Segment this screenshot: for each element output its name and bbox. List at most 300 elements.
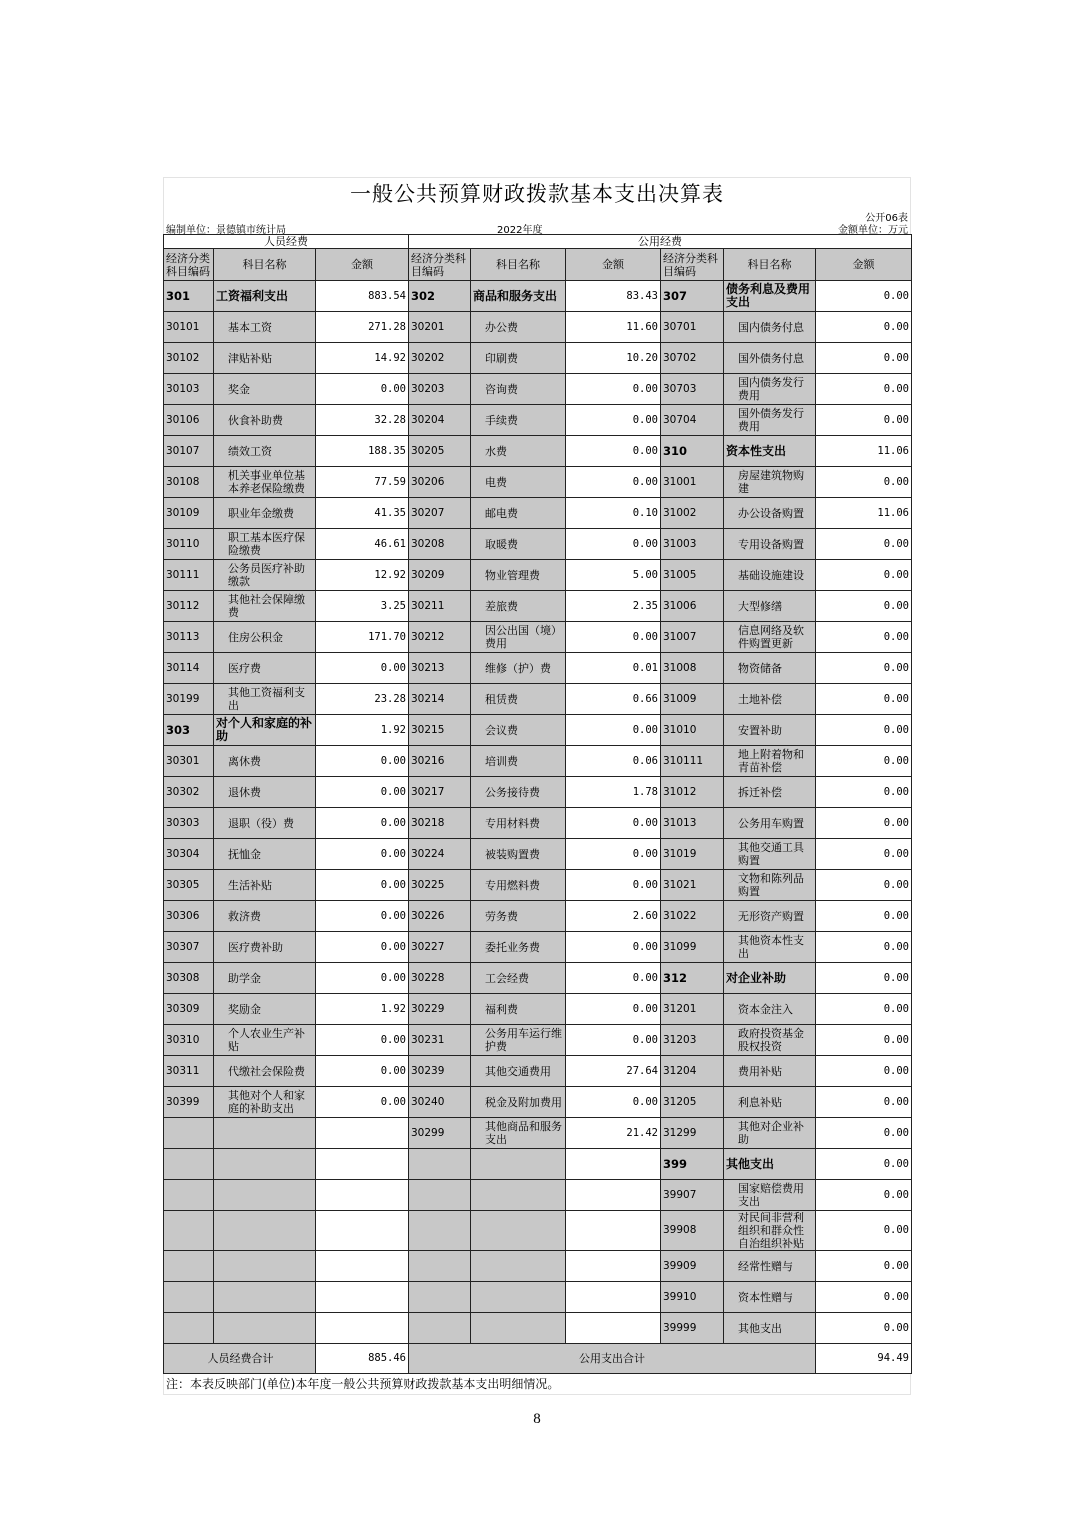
name-cell: 信息网络及软件购置更新 [724,622,816,653]
amount-cell: 0.00 [816,343,912,374]
table-row [164,901,912,932]
amount-cell: 0.00 [566,436,661,467]
name-cell: 其他资本性支出 [724,932,816,963]
name-cell: 物资储备 [724,653,816,684]
code-cell: 31005 [661,560,724,591]
table-row [164,560,912,591]
name-cell: 绩效工资 [214,436,316,467]
name-cell: 资本性赠与 [724,1282,816,1313]
code-cell [164,1251,214,1282]
name-cell: 商品和服务支出 [471,281,566,312]
code-cell: 30207 [409,498,471,529]
table-row [164,932,912,963]
name-cell: 其他支出 [724,1149,816,1180]
code-cell: 39907 [661,1180,724,1211]
amount-cell [566,1211,661,1251]
code-cell: 30110 [164,529,214,560]
name-cell: 专用材料费 [471,808,566,839]
group-personnel: 人员经费 [164,235,409,249]
code-cell: 312 [661,963,724,994]
code-cell: 30229 [409,994,471,1025]
name-cell: 水费 [471,436,566,467]
code-cell [409,1180,471,1211]
name-cell: 会议费 [471,715,566,746]
code-cell: 31012 [661,777,724,808]
column-header-row [164,249,912,281]
code-cell: 30310 [164,1025,214,1056]
code-cell: 31019 [661,839,724,870]
code-cell: 30239 [409,1056,471,1087]
fiscal-year: 2022年度 [497,225,543,236]
group-public: 公用经费 [409,235,912,249]
amount-cell [316,1118,409,1149]
amount-cell: 0.00 [816,777,912,808]
name-cell: 代缴社会保险费 [214,1056,316,1087]
name-cell: 手续费 [471,405,566,436]
code-cell: 31007 [661,622,724,653]
code-cell: 31022 [661,901,724,932]
name-cell: 福利费 [471,994,566,1025]
name-cell: 奖金 [214,374,316,405]
compiling-unit: 编制单位：景德镇市统计局 [166,225,286,236]
code-cell [164,1149,214,1180]
table-row [164,281,912,312]
amount-cell: 0.00 [816,281,912,312]
table-row [164,1313,912,1344]
table-row [164,1025,912,1056]
name-cell: 租赁费 [471,684,566,715]
amount-cell: 0.10 [566,498,661,529]
name-cell: 办公费 [471,312,566,343]
amount-cell: 0.00 [566,374,661,405]
col-code-1: 经济分类科目编码 [164,249,214,281]
amount-cell: 32.28 [316,405,409,436]
table-row [164,1056,912,1087]
amount-cell [566,1313,661,1344]
table-row [164,591,912,622]
code-cell: 30202 [409,343,471,374]
amount-cell: 0.66 [566,684,661,715]
name-cell: 大型修缮 [724,591,816,622]
amount-cell [316,1313,409,1344]
code-cell: 30304 [164,839,214,870]
amount-cell: 0.00 [316,839,409,870]
amount-cell: 0.00 [816,932,912,963]
amount-cell: 0.00 [816,839,912,870]
code-cell [409,1282,471,1313]
amount-cell: 1.92 [316,994,409,1025]
code-cell [409,1211,471,1251]
name-cell [214,1118,316,1149]
code-cell: 30111 [164,560,214,591]
amount-cell: 0.00 [316,777,409,808]
code-cell: 31010 [661,715,724,746]
name-cell: 委托业务费 [471,932,566,963]
code-cell: 31205 [661,1087,724,1118]
code-cell: 30114 [164,653,214,684]
code-cell: 30704 [661,405,724,436]
amount-cell: 12.92 [316,560,409,591]
name-cell: 国外债务发行费用 [724,405,816,436]
amount-cell: 0.06 [566,746,661,777]
amount-cell: 0.00 [816,808,912,839]
name-cell: 国内债务发行费用 [724,374,816,405]
code-cell [409,1313,471,1344]
code-cell: 30209 [409,560,471,591]
col-amount-2: 金额 [566,249,661,281]
name-cell: 其他支出 [724,1313,816,1344]
amount-cell [566,1282,661,1313]
amount-cell: 188.35 [316,436,409,467]
name-cell: 工资福利支出 [214,281,316,312]
table-row [164,994,912,1025]
amount-cell: 0.00 [816,1118,912,1149]
name-cell: 房屋建筑物购建 [724,467,816,498]
code-cell: 30305 [164,870,214,901]
code-cell: 30212 [409,622,471,653]
code-cell: 31009 [661,684,724,715]
amount-cell: 0.00 [316,870,409,901]
table-row [164,1251,912,1282]
table-row [164,1087,912,1118]
code-cell: 30703 [661,374,724,405]
name-cell: 劳务费 [471,901,566,932]
amount-cell: 0.00 [316,901,409,932]
name-cell: 奖励金 [214,994,316,1025]
name-cell: 个人农业生产补贴 [214,1025,316,1056]
table-meta [163,208,911,234]
code-cell: 30204 [409,405,471,436]
code-cell: 30108 [164,467,214,498]
name-cell: 物业管理费 [471,560,566,591]
name-cell [471,1149,566,1180]
amount-cell: 0.00 [816,591,912,622]
amount-cell: 0.00 [316,1056,409,1087]
amount-cell: 0.01 [566,653,661,684]
form-code: 公开06表 [865,213,908,224]
name-cell: 医疗费 [214,653,316,684]
amount-cell: 0.00 [816,1251,912,1282]
table-row [164,653,912,684]
code-cell: 310 [661,436,724,467]
code-cell: 30306 [164,901,214,932]
name-cell [214,1282,316,1313]
name-cell [471,1180,566,1211]
name-cell: 职业年金缴费 [214,498,316,529]
name-cell: 对个人和家庭的补助 [214,715,316,746]
col-amount-3: 金额 [816,249,912,281]
col-name-2: 科目名称 [471,249,566,281]
name-cell [214,1149,316,1180]
code-cell: 31002 [661,498,724,529]
table-row [164,436,912,467]
amount-cell: 1.92 [316,715,409,746]
code-cell [164,1282,214,1313]
col-amount-1: 金额 [316,249,409,281]
col-name-1: 科目名称 [214,249,316,281]
name-cell: 办公设备购置 [724,498,816,529]
name-cell: 其他商品和服务支出 [471,1118,566,1149]
amount-cell: 0.00 [816,622,912,653]
table-row [164,1282,912,1313]
amount-cell: 0.00 [816,467,912,498]
code-cell: 30302 [164,777,214,808]
code-cell: 30217 [409,777,471,808]
name-cell: 经常性赠与 [724,1251,816,1282]
name-cell: 工会经费 [471,963,566,994]
amount-cell: 0.00 [566,622,661,653]
code-cell: 30112 [164,591,214,622]
name-cell: 债务利息及费用支出 [724,281,816,312]
code-cell: 30227 [409,932,471,963]
name-cell [214,1180,316,1211]
code-cell: 30224 [409,839,471,870]
name-cell: 救济费 [214,901,316,932]
amount-cell: 0.00 [816,405,912,436]
amount-cell [316,1251,409,1282]
budget-sheet [163,177,911,1395]
amount-cell: 0.00 [816,963,912,994]
code-cell [409,1251,471,1282]
code-cell: 31006 [661,591,724,622]
amount-cell [316,1282,409,1313]
name-cell: 印刷费 [471,343,566,374]
name-cell: 文物和陈列品购置 [724,870,816,901]
amount-cell: 0.00 [316,1025,409,1056]
amount-cell: 21.42 [566,1118,661,1149]
table-row [164,374,912,405]
table-row [164,684,912,715]
amount-cell: 0.00 [816,560,912,591]
amount-cell: 0.00 [316,1087,409,1118]
name-cell: 邮电费 [471,498,566,529]
name-cell: 因公出国（境）费用 [471,622,566,653]
code-cell: 31021 [661,870,724,901]
table-row [164,963,912,994]
code-cell: 30307 [164,932,214,963]
amount-cell: 0.00 [816,1180,912,1211]
table-row [164,467,912,498]
code-cell [409,1149,471,1180]
name-cell [214,1211,316,1251]
amount-cell: 0.00 [566,1087,661,1118]
name-cell: 其他对个人和家庭的补助支出 [214,1087,316,1118]
personnel-total-label: 人员经费合计 [164,1344,316,1374]
name-cell: 无形资产购置 [724,901,816,932]
amount-cell: 0.00 [816,1211,912,1251]
code-cell: 30109 [164,498,214,529]
amount-cell: 0.00 [566,529,661,560]
amount-cell: 883.54 [316,281,409,312]
code-cell: 31003 [661,529,724,560]
amount-cell: 0.00 [816,374,912,405]
amount-cell: 0.00 [316,963,409,994]
code-cell: 31013 [661,808,724,839]
name-cell: 退休费 [214,777,316,808]
total-row [164,1344,912,1374]
code-cell: 30303 [164,808,214,839]
name-cell: 咨询费 [471,374,566,405]
code-cell: 307 [661,281,724,312]
amount-cell [566,1149,661,1180]
amount-cell: 11.06 [816,498,912,529]
name-cell: 资本金注入 [724,994,816,1025]
amount-cell: 0.00 [816,1025,912,1056]
name-cell: 伙食补助费 [214,405,316,436]
code-cell: 30231 [409,1025,471,1056]
amount-cell: 14.92 [316,343,409,374]
name-cell: 国家赔偿费用支出 [724,1180,816,1211]
code-cell: 30201 [409,312,471,343]
amount-cell: 0.00 [816,684,912,715]
amount-cell: 0.00 [316,746,409,777]
name-cell: 培训费 [471,746,566,777]
amount-cell: 0.00 [566,405,661,436]
amount-cell [566,1251,661,1282]
code-cell: 30103 [164,374,214,405]
table-row [164,529,912,560]
name-cell: 其他工资福利支出 [214,684,316,715]
table-row [164,498,912,529]
amount-cell: 2.60 [566,901,661,932]
code-cell: 30101 [164,312,214,343]
table-row [164,1180,912,1211]
name-cell: 其他对企业补助 [724,1118,816,1149]
name-cell: 住房公积金 [214,622,316,653]
code-cell: 30216 [409,746,471,777]
col-code-3: 经济分类科目编码 [661,249,724,281]
name-cell: 差旅费 [471,591,566,622]
amount-cell: 0.00 [816,1313,912,1344]
code-cell: 30215 [409,715,471,746]
amount-cell: 46.61 [316,529,409,560]
amount-cell: 0.00 [566,808,661,839]
code-cell [164,1118,214,1149]
amount-cell [316,1149,409,1180]
code-cell [164,1180,214,1211]
personnel-total-amount: 885.46 [316,1344,409,1374]
name-cell: 拆迁补偿 [724,777,816,808]
group-header-row [164,235,912,249]
amount-cell: 0.00 [316,808,409,839]
name-cell: 生活补贴 [214,870,316,901]
name-cell: 专用燃料费 [471,870,566,901]
code-cell: 31001 [661,467,724,498]
name-cell: 机关事业单位基本养老保险缴费 [214,467,316,498]
name-cell: 离休费 [214,746,316,777]
code-cell: 30240 [409,1087,471,1118]
amount-cell: 171.70 [316,622,409,653]
table-row [164,777,912,808]
amount-cell: 11.60 [566,312,661,343]
name-cell: 助学金 [214,963,316,994]
name-cell: 被装购置费 [471,839,566,870]
name-cell: 安置补助 [724,715,816,746]
amount-cell: 0.00 [816,870,912,901]
name-cell: 公务用车购置 [724,808,816,839]
amount-cell: 23.28 [316,684,409,715]
name-cell [471,1282,566,1313]
amount-cell [316,1180,409,1211]
code-cell: 30218 [409,808,471,839]
amount-cell: 83.43 [566,281,661,312]
amount-cell: 0.00 [816,1087,912,1118]
col-code-2: 经济分类科目编码 [409,249,471,281]
code-cell: 30102 [164,343,214,374]
amount-cell: 0.00 [816,901,912,932]
amount-cell: 0.00 [816,746,912,777]
money-unit: 金额单位：万元 [838,225,908,236]
code-cell: 31201 [661,994,724,1025]
name-cell: 抚恤金 [214,839,316,870]
name-cell: 维修（护）费 [471,653,566,684]
amount-cell: 5.00 [566,560,661,591]
amount-cell: 0.00 [566,715,661,746]
code-cell: 31099 [661,932,724,963]
table-row [164,312,912,343]
code-cell: 30311 [164,1056,214,1087]
amount-cell: 0.00 [816,1149,912,1180]
code-cell: 30701 [661,312,724,343]
public-total-label: 公用支出合计 [409,1344,816,1374]
table-note: 注：本表反映部门(单位)本年度一般公共预算财政拨款基本支出明细情况。 [163,1374,911,1395]
amount-cell [566,1180,661,1211]
amount-cell: 0.00 [566,467,661,498]
code-cell: 30308 [164,963,214,994]
expenditure-table [163,234,912,1374]
code-cell: 30399 [164,1087,214,1118]
table-row [164,870,912,901]
table-row [164,715,912,746]
name-cell: 对企业补助 [724,963,816,994]
name-cell: 医疗费补助 [214,932,316,963]
table-row [164,746,912,777]
name-cell [471,1211,566,1251]
page-number: 8 [533,1411,541,1427]
code-cell: 39909 [661,1251,724,1282]
amount-cell: 0.00 [316,653,409,684]
name-cell: 费用补贴 [724,1056,816,1087]
code-cell: 30299 [409,1118,471,1149]
table-row [164,808,912,839]
code-cell: 30213 [409,653,471,684]
amount-cell: 10.20 [566,343,661,374]
code-cell: 30702 [661,343,724,374]
code-cell: 30211 [409,591,471,622]
code-cell: 31203 [661,1025,724,1056]
col-name-3: 科目名称 [724,249,816,281]
code-cell: 31204 [661,1056,724,1087]
code-cell: 30208 [409,529,471,560]
table-row [164,622,912,653]
code-cell: 39908 [661,1211,724,1251]
amount-cell: 0.00 [816,312,912,343]
code-cell: 30113 [164,622,214,653]
amount-cell: 0.00 [816,994,912,1025]
code-cell: 303 [164,715,214,746]
code-cell: 30309 [164,994,214,1025]
code-cell: 39910 [661,1282,724,1313]
table-row [164,343,912,374]
name-cell: 职工基本医疗保险缴费 [214,529,316,560]
name-cell: 资本性支出 [724,436,816,467]
name-cell: 基本工资 [214,312,316,343]
amount-cell: 0.00 [816,653,912,684]
table-row [164,405,912,436]
code-cell: 30106 [164,405,214,436]
amount-cell: 0.00 [566,963,661,994]
name-cell: 税金及附加费用 [471,1087,566,1118]
